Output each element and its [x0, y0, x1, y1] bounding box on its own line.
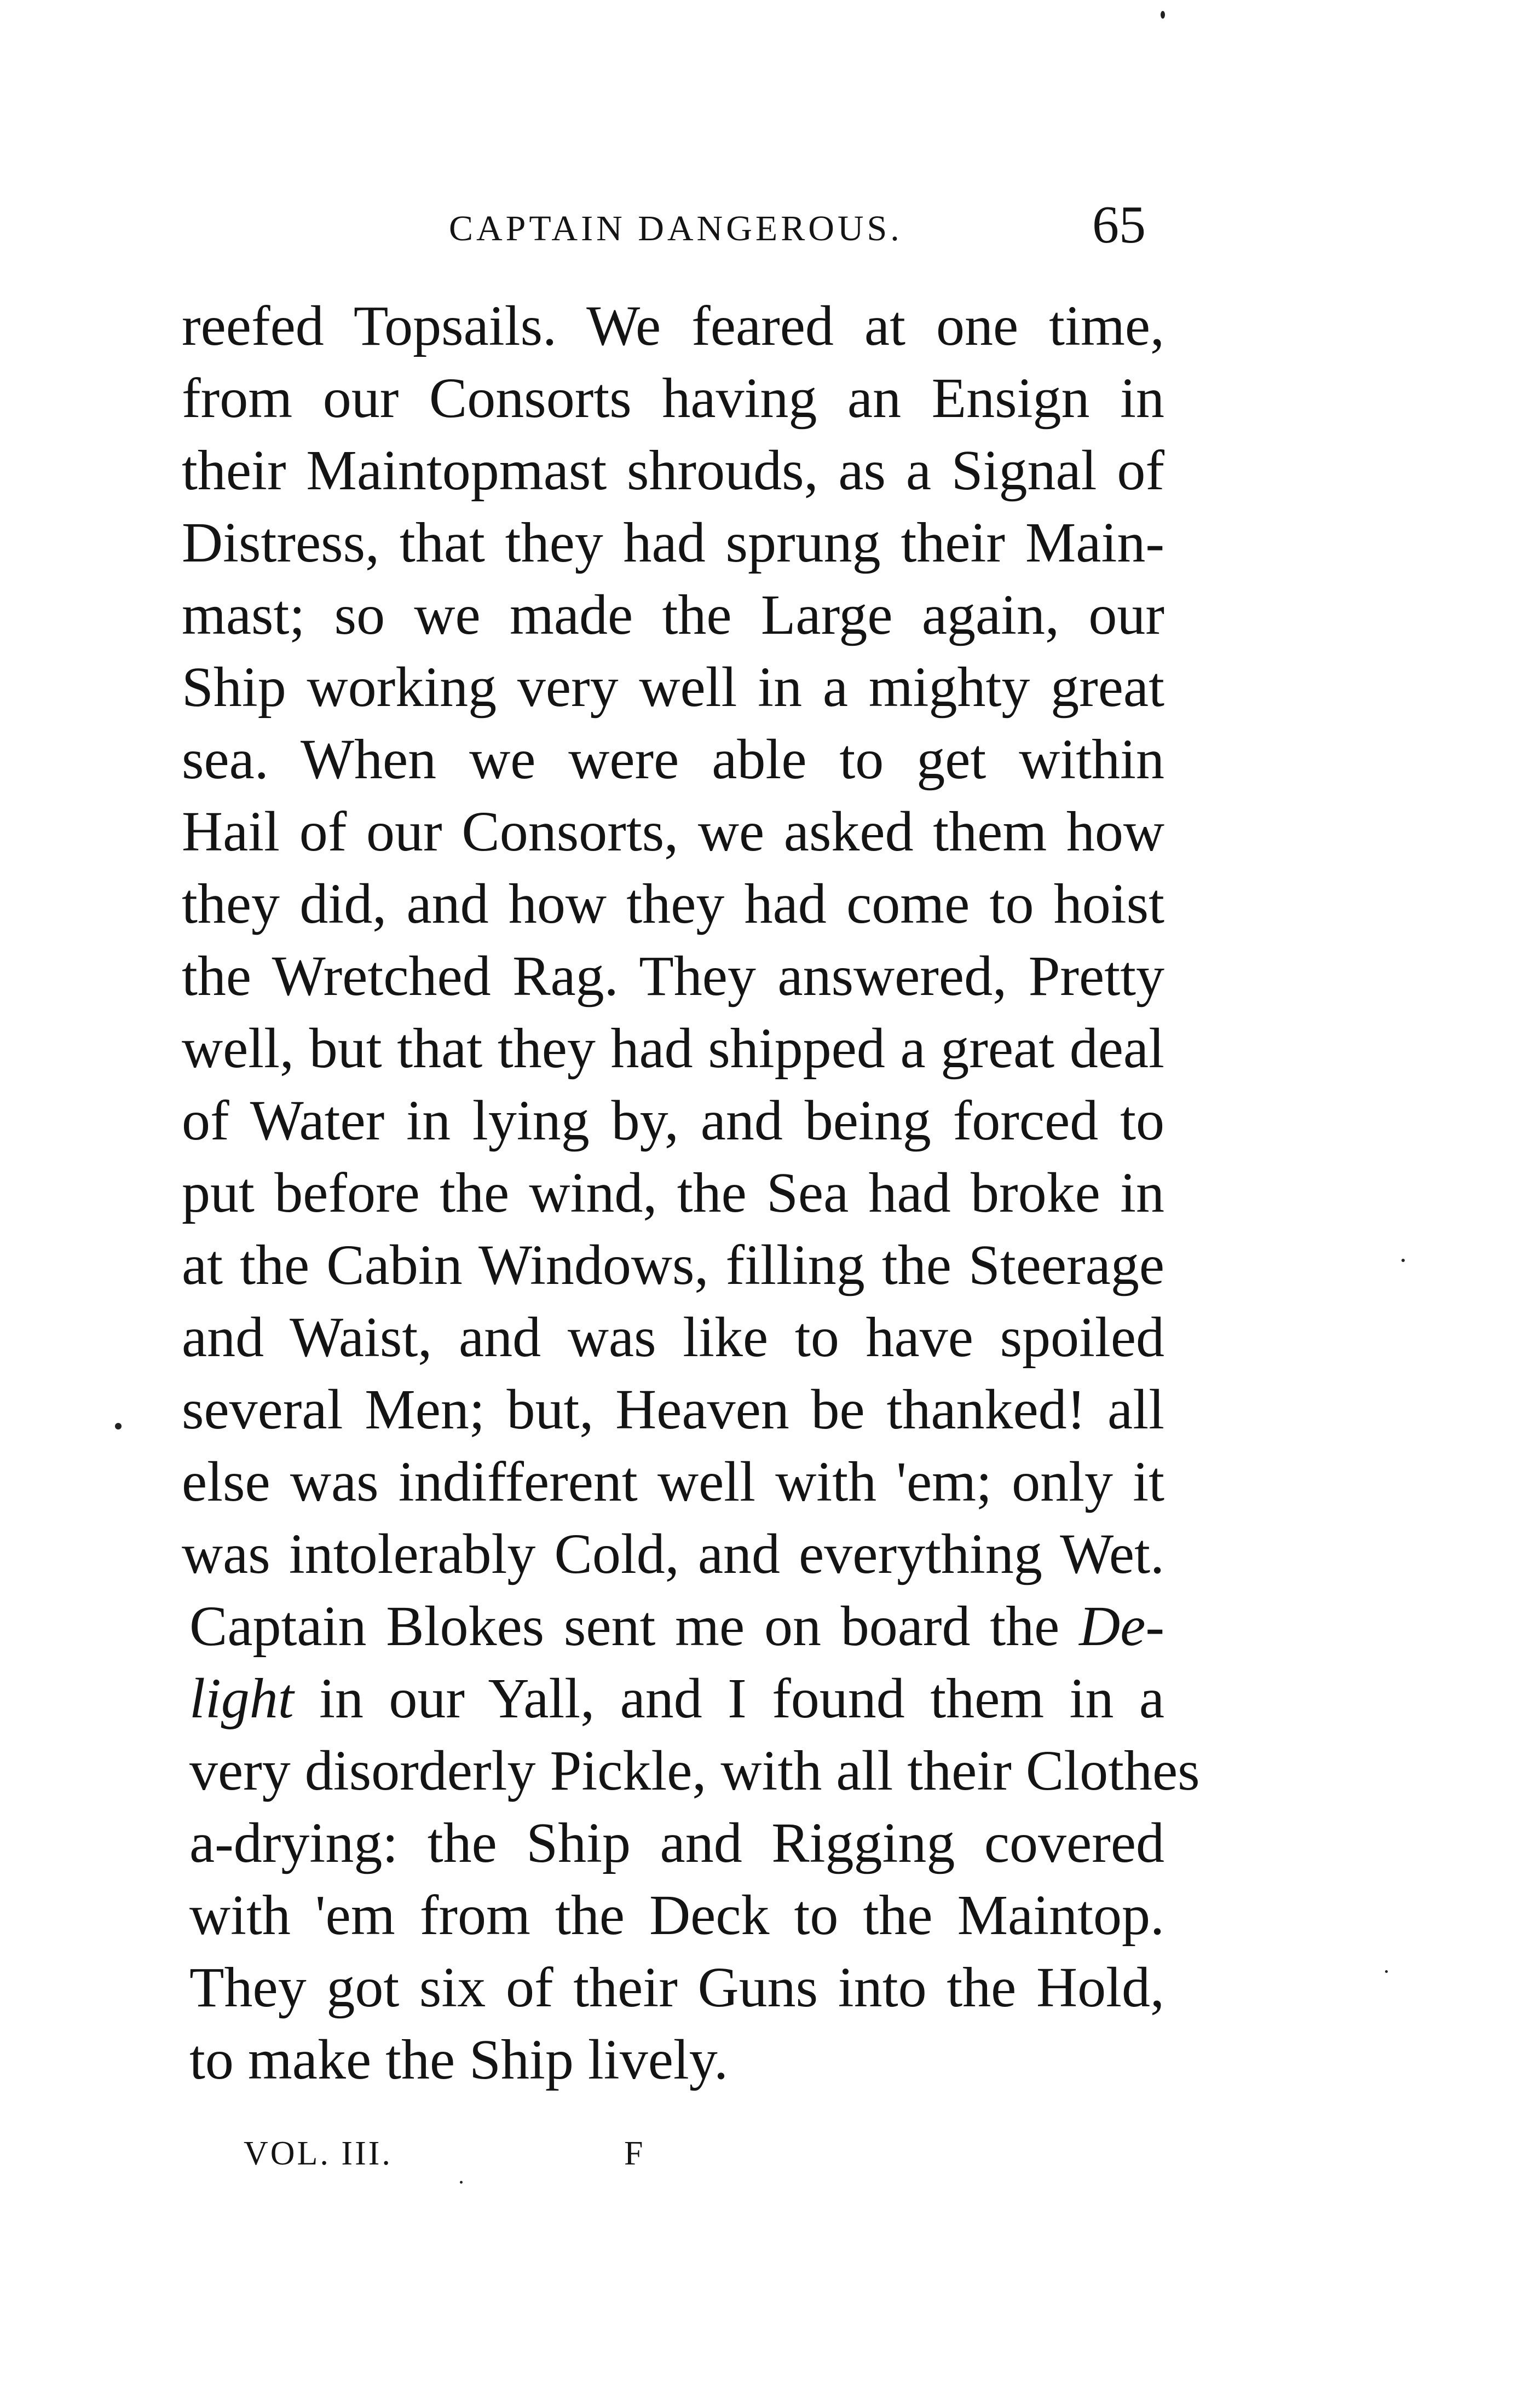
running-title: CAPTAIN DANGEROUS. — [449, 209, 903, 248]
text-line: else was indifferent well with 'em; only it — [182, 1450, 1164, 1513]
signature-mark: F — [624, 2135, 643, 2172]
text-line: the Wretched Rag. They answered, Pretty — [182, 945, 1164, 1008]
text-line: put before the wind, the Sea had broke in — [182, 1161, 1164, 1224]
ink-speck — [1401, 1259, 1405, 1262]
ship-name-italic: light — [189, 1667, 294, 1730]
text-line: a-drying: the Ship and Rigging covered — [189, 1811, 1164, 1874]
ink-speck — [1161, 11, 1165, 19]
ink-speck — [1385, 1970, 1388, 1973]
text-line: well, but that they had shipped a great deal — [182, 1017, 1164, 1080]
text-line: Distress, that they had sprung their Main- — [182, 511, 1164, 574]
text-line: was intolerably Cold, and everything Wet. — [182, 1523, 1164, 1585]
text-line: sea. When we were able to get within — [182, 728, 1164, 791]
text-line: Ship working very well in a mighty great — [182, 656, 1164, 719]
text-line: reefed Topsails. We feared at one time, — [182, 294, 1164, 357]
text-line: of Water in lying by, and being forced to — [182, 1089, 1164, 1152]
text-line: mast; so we made the Large again, our — [182, 583, 1164, 646]
text-line: with 'em from the Deck to the Maintop. — [189, 1884, 1164, 1947]
text-line: and Waist, and was like to have spoiled — [182, 1306, 1164, 1369]
text-line: at the Cabin Windows, filling the Steerage — [182, 1234, 1164, 1296]
text-line: they did, and how they had come to hoist — [182, 872, 1164, 935]
ink-speck — [460, 2181, 463, 2184]
text-line: Hail of our Consorts, we asked them how — [182, 800, 1164, 863]
text-line-with-italic — [182, 1663, 1164, 1735]
text-segment: in our Yall, and I found them in a — [319, 1667, 1165, 1730]
text-line: They got six of their Guns into the Hold, — [189, 1956, 1164, 2019]
page-number: 65 — [1092, 195, 1146, 254]
body-text — [182, 290, 1200, 2096]
text-line: several Men; but, Heaven be thanked! all — [182, 1378, 1164, 1441]
text-line: from our Consorts having an Ensign in — [182, 367, 1164, 430]
ship-name-italic: De- — [1079, 1595, 1164, 1658]
text-line: their Maintopmast shrouds, as a Signal of — [182, 439, 1164, 502]
text-line: very disorderly Pickle, with all their Clothes — [189, 1739, 1200, 1802]
text-line: to make the Ship lively. — [189, 2028, 728, 2091]
text-segment: Captain Blokes sent me on board the — [189, 1595, 1060, 1658]
volume-label: VOL. III. — [244, 2135, 393, 2172]
ink-speck — [115, 1423, 122, 1429]
text-line-with-italic — [182, 1590, 1164, 1663]
